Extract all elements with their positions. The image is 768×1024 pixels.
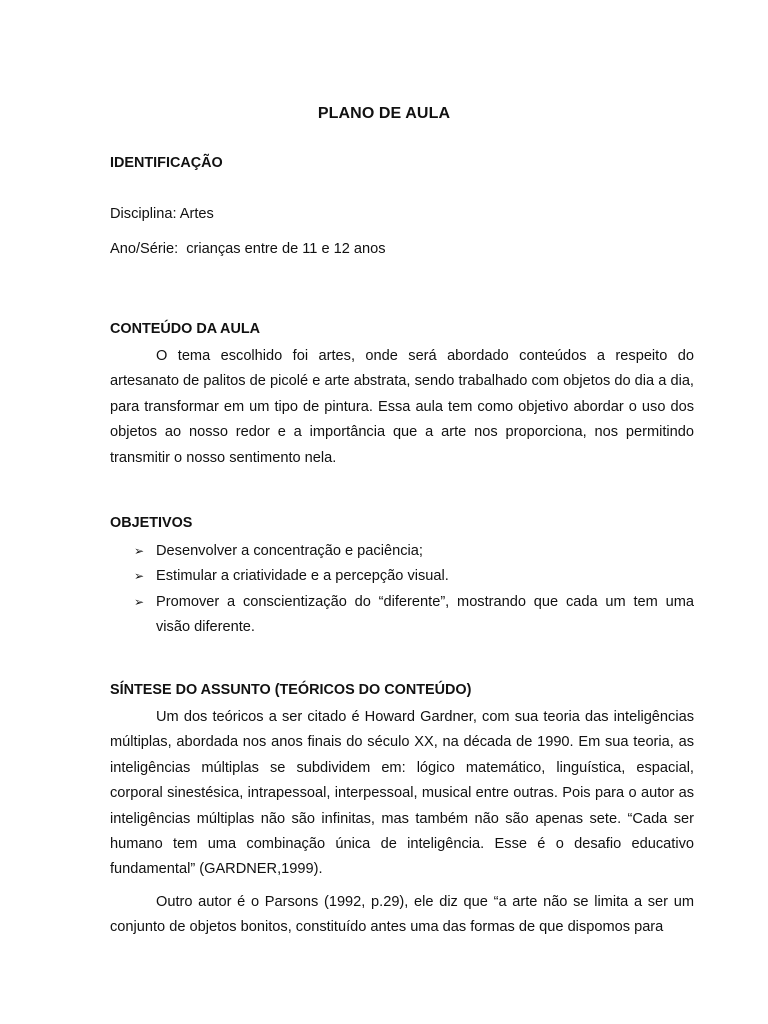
list-item [110,539,694,564]
arrow-bullet-icon: ➢ [134,544,145,558]
sintese-paragraph-2: Outro autor é o Parsons (1992, p.29), ele diz que “a arte não se limita a ser um conjunto de objetos bonitos, constituído antes uma das formas de que dispomos para [110,894,694,936]
ano-serie-line: Ano/Série: crianças entre de 11 e 12 anos [110,241,386,257]
sintese-paragraph-1: Um dos teóricos a ser citado é Howard Gardner, com sua teoria das inteligências múltiplas, abordada nos anos finais do século XX, na década de 1990. Em sua teoria, as inteligências múltiplas se subdividem em: lógico matemático, linguística, espacial, corporal sinestésica, intrapessoal, interpessoal, musical entre outras. Pois para o autor as inteligências múltiplas não são infinitas, mas também não são apenas sete. “Cada ser humano tem uma combinação única de inteligência. Esse é o desafio educativo fundamental” (GARDNER,1999). [110,709,694,878]
document-title: PLANO DE AULA [317,105,451,122]
objetivo-text: Promover a conscientização do “diferente”, mostrando que cada um tem uma visão diferente. [156,593,694,636]
arrow-bullet-icon: ➢ [134,594,145,609]
arrow-bullet-icon: ➢ [134,569,145,584]
objetivos-heading: OBJETIVOS [110,515,193,531]
objetivo-text: Desenvolver a concentração e paciência; [156,543,423,559]
list-item [110,564,694,589]
sintese-heading: SÍNTESE DO ASSUNTO (TEÓRICOS DO CONTEÚDO) [110,682,472,698]
objetivo-text: Estimular a criatividade e a percepção visual. [156,568,449,585]
disciplina-line: Disciplina: Artes [110,206,214,222]
identificacao-heading: IDENTIFICAÇÃO [110,155,223,171]
conteudo-heading: CONTEÚDO DA AULA [110,321,261,337]
objetivos-list [110,539,694,641]
list-item [110,590,694,641]
conteudo-paragraph: O tema escolhido foi artes, onde será abordado conteúdos a respeito do artesanato de palitos de picolé e arte abstrata, sendo trabalhado com objetos do dia a dia, para transformar em um tipo de pintura. Essa aula tem como objetivo abordar o uso dos objetos ao nosso redor e a importância que a arte nos proporciona, nos permitindo transmitir o nosso sentimento nela. [110,348,694,466]
